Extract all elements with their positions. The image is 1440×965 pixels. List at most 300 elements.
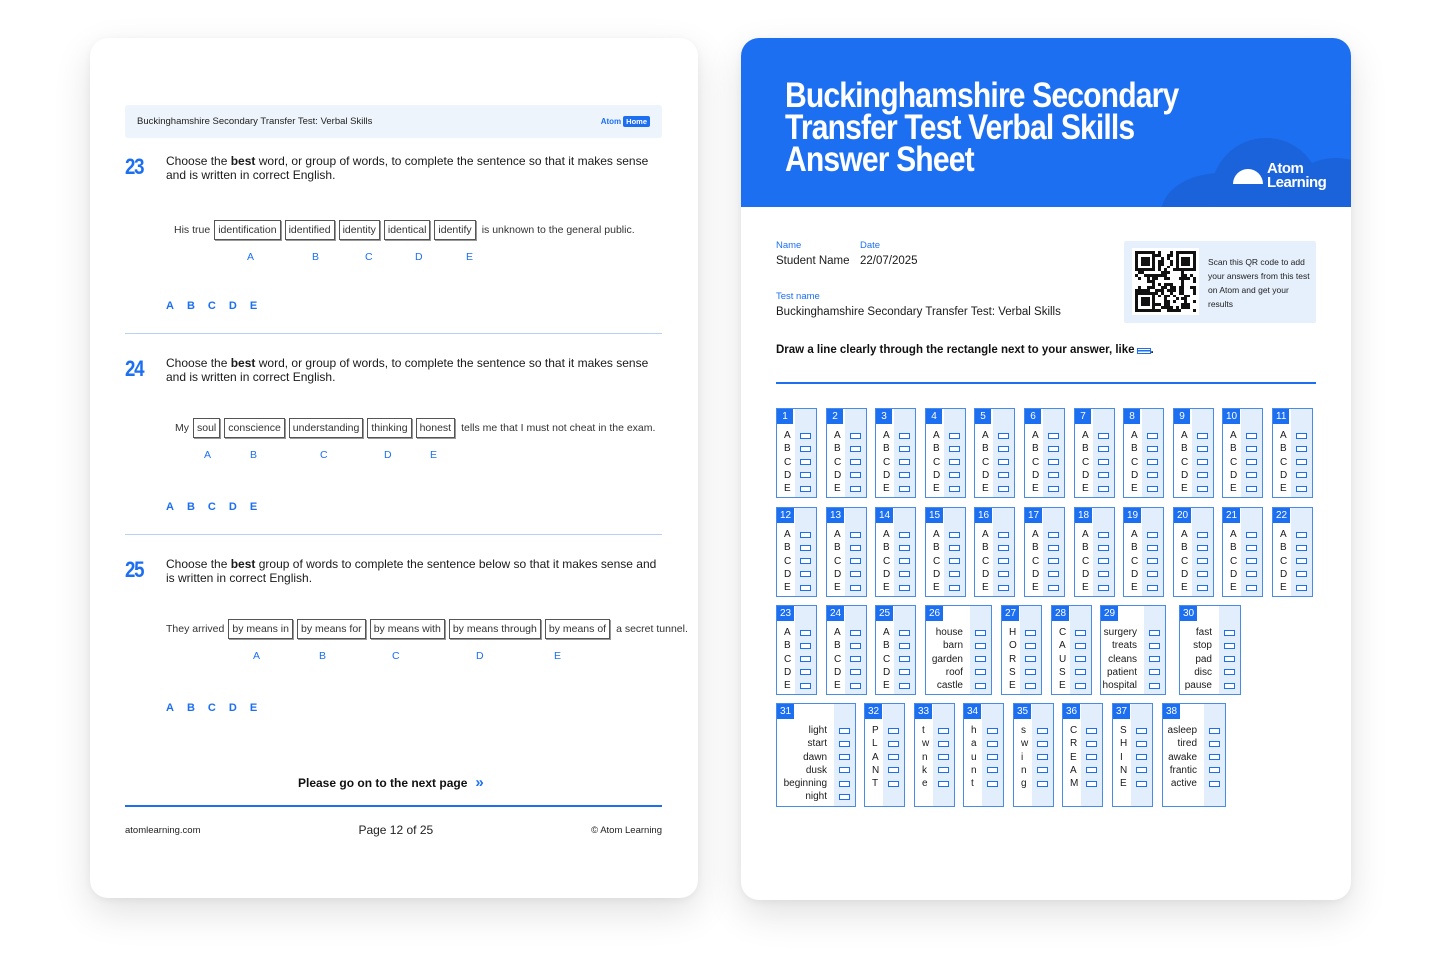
- answer-option-row[interactable]: [1163, 764, 1225, 777]
- answer-option-row[interactable]: [1163, 724, 1225, 737]
- answer-checkbox[interactable]: [949, 433, 960, 439]
- answer-checkbox[interactable]: [850, 630, 861, 636]
- answer-checkbox[interactable]: [1098, 585, 1109, 591]
- answer-checkbox[interactable]: [1246, 446, 1257, 452]
- answer-option-row[interactable]: [1014, 751, 1053, 764]
- answer-checkbox[interactable]: [1209, 767, 1220, 773]
- answer-option-row[interactable]: [777, 737, 855, 750]
- answer-checkbox[interactable]: [1048, 446, 1059, 452]
- answer-option-row[interactable]: [827, 568, 866, 581]
- answer-option-row[interactable]: [777, 724, 855, 737]
- answer-choice-e[interactable]: E: [249, 702, 258, 714]
- answer-option-row[interactable]: [1273, 581, 1312, 594]
- answer-option-row[interactable]: [1273, 429, 1312, 442]
- answer-option-row[interactable]: [876, 679, 915, 692]
- answer-checkbox[interactable]: [1136, 728, 1147, 734]
- answer-checkbox[interactable]: [1075, 656, 1086, 662]
- answer-option-row[interactable]: [865, 764, 904, 777]
- answer-choice-c[interactable]: C: [207, 501, 216, 513]
- answer-checkbox[interactable]: [1209, 741, 1220, 747]
- answer-checkbox[interactable]: [1296, 446, 1307, 452]
- answer-checkbox[interactable]: [1037, 767, 1048, 773]
- answer-checkbox[interactable]: [899, 683, 910, 689]
- answer-checkbox[interactable]: [998, 532, 1009, 538]
- answer-checkbox[interactable]: [1149, 683, 1160, 689]
- answer-checkbox[interactable]: [899, 459, 910, 465]
- answer-checkbox[interactable]: [800, 643, 811, 649]
- answer-checkbox[interactable]: [1098, 571, 1109, 577]
- answer-option-row[interactable]: [1124, 541, 1163, 554]
- answer-option-row[interactable]: [1223, 482, 1262, 495]
- answer-checkbox[interactable]: [1246, 545, 1257, 551]
- qr-code-icon[interactable]: [1132, 248, 1199, 315]
- answer-option-row[interactable]: [1273, 469, 1312, 482]
- answer-option-row[interactable]: [1223, 456, 1262, 469]
- answer-option-row[interactable]: [1273, 541, 1312, 554]
- answer-checkbox[interactable]: [1086, 767, 1097, 773]
- answer-option-row[interactable]: [915, 724, 954, 737]
- answer-checkbox[interactable]: [1048, 571, 1059, 577]
- answer-option-row[interactable]: [777, 653, 816, 666]
- answer-checkbox[interactable]: [949, 532, 960, 538]
- answer-checkbox[interactable]: [899, 545, 910, 551]
- answer-checkbox[interactable]: [1086, 741, 1097, 747]
- answer-checkbox[interactable]: [949, 571, 960, 577]
- answer-option-row[interactable]: [1174, 568, 1213, 581]
- answer-option-row[interactable]: [975, 469, 1014, 482]
- answer-checkbox[interactable]: [987, 754, 998, 760]
- answer-checkbox[interactable]: [1246, 571, 1257, 577]
- answer-checkbox[interactable]: [1224, 656, 1235, 662]
- answer-checkbox[interactable]: [949, 472, 960, 478]
- answer-checkbox[interactable]: [949, 459, 960, 465]
- answer-option-row[interactable]: [1174, 541, 1213, 554]
- answer-option-row[interactable]: [975, 541, 1014, 554]
- answer-checkbox[interactable]: [800, 558, 811, 564]
- answer-checkbox[interactable]: [899, 446, 910, 452]
- answer-checkbox[interactable]: [1147, 532, 1158, 538]
- answer-option-row[interactable]: [926, 653, 991, 666]
- answer-checkbox[interactable]: [850, 486, 861, 492]
- answer-option-row[interactable]: [1174, 528, 1213, 541]
- answer-checkbox[interactable]: [1149, 656, 1160, 662]
- answer-option-row[interactable]: [1223, 568, 1262, 581]
- answer-option-row[interactable]: [777, 456, 816, 469]
- answer-checkbox[interactable]: [1296, 459, 1307, 465]
- answer-option-row[interactable]: [777, 790, 855, 803]
- answer-option-row[interactable]: [827, 666, 866, 679]
- answer-checkbox[interactable]: [1098, 459, 1109, 465]
- answer-checkbox[interactable]: [1075, 683, 1086, 689]
- answer-checkbox[interactable]: [1048, 585, 1059, 591]
- answer-option-row[interactable]: [975, 568, 1014, 581]
- answer-choice-b[interactable]: B: [186, 501, 195, 513]
- answer-checkbox[interactable]: [888, 728, 899, 734]
- answer-option-row[interactable]: [1180, 653, 1240, 666]
- answer-option-row[interactable]: [865, 777, 904, 790]
- answer-checkbox[interactable]: [1136, 754, 1147, 760]
- answer-checkbox[interactable]: [839, 794, 850, 800]
- answer-option-row[interactable]: [975, 555, 1014, 568]
- answer-checkbox[interactable]: [1037, 781, 1048, 787]
- answer-option-row[interactable]: [876, 541, 915, 554]
- answer-option-row[interactable]: [777, 442, 816, 455]
- answer-checkbox[interactable]: [1197, 585, 1208, 591]
- answer-checkbox[interactable]: [1147, 446, 1158, 452]
- answer-option-row[interactable]: [1025, 456, 1064, 469]
- answer-option-row[interactable]: [1174, 482, 1213, 495]
- answer-option-row[interactable]: [915, 777, 954, 790]
- answer-checkbox[interactable]: [1296, 486, 1307, 492]
- answer-checkbox[interactable]: [1147, 558, 1158, 564]
- answer-checkbox[interactable]: [975, 656, 986, 662]
- answer-choice-d[interactable]: D: [228, 702, 237, 714]
- answer-option-row[interactable]: [1002, 666, 1041, 679]
- answer-option-row[interactable]: [865, 724, 904, 737]
- answer-checkbox[interactable]: [800, 459, 811, 465]
- answer-option-row[interactable]: [827, 442, 866, 455]
- answer-checkbox[interactable]: [975, 683, 986, 689]
- answer-option-row[interactable]: [1124, 555, 1163, 568]
- answer-option-row[interactable]: [777, 679, 816, 692]
- answer-option-row[interactable]: [1124, 456, 1163, 469]
- answer-option-row[interactable]: [926, 429, 965, 442]
- answer-choice-b[interactable]: B: [186, 300, 195, 312]
- answer-option-row[interactable]: [827, 555, 866, 568]
- answer-checkbox[interactable]: [1147, 459, 1158, 465]
- answer-option-row[interactable]: [876, 482, 915, 495]
- answer-option-row[interactable]: [1075, 541, 1114, 554]
- answer-option-row[interactable]: [1063, 737, 1102, 750]
- answer-checkbox[interactable]: [800, 433, 811, 439]
- answer-option-row[interactable]: [827, 626, 866, 639]
- answer-option-row[interactable]: [777, 555, 816, 568]
- answer-option-row[interactable]: [827, 679, 866, 692]
- answer-option-row[interactable]: [1273, 482, 1312, 495]
- answer-checkbox[interactable]: [1209, 728, 1220, 734]
- answer-option-row[interactable]: [1273, 528, 1312, 541]
- answer-checkbox[interactable]: [938, 741, 949, 747]
- answer-checkbox[interactable]: [975, 669, 986, 675]
- answer-checkbox[interactable]: [1296, 558, 1307, 564]
- answer-checkbox[interactable]: [839, 767, 850, 773]
- answer-option-row[interactable]: [1174, 581, 1213, 594]
- answer-option-row[interactable]: [1002, 653, 1041, 666]
- answer-option-row[interactable]: [777, 639, 816, 652]
- answer-checkbox[interactable]: [938, 728, 949, 734]
- answer-option-row[interactable]: [1113, 751, 1152, 764]
- answer-option-row[interactable]: [876, 469, 915, 482]
- answer-option-row[interactable]: [1101, 639, 1165, 652]
- answer-choice-d[interactable]: D: [228, 501, 237, 513]
- answer-option-row[interactable]: [926, 528, 965, 541]
- answer-option-row[interactable]: [964, 764, 1003, 777]
- answer-option-row[interactable]: [926, 482, 965, 495]
- answer-checkbox[interactable]: [1048, 486, 1059, 492]
- answer-option-row[interactable]: [827, 639, 866, 652]
- answer-option-row[interactable]: [1063, 751, 1102, 764]
- answer-option-row[interactable]: [926, 541, 965, 554]
- answer-checkbox[interactable]: [899, 472, 910, 478]
- answer-checkbox[interactable]: [1224, 630, 1235, 636]
- answer-option-row[interactable]: [1075, 568, 1114, 581]
- answer-checkbox[interactable]: [1075, 630, 1086, 636]
- answer-option-row[interactable]: [1124, 442, 1163, 455]
- answer-option-row[interactable]: [1113, 777, 1152, 790]
- answer-option-row[interactable]: [1163, 777, 1225, 790]
- answer-option-row[interactable]: [1273, 555, 1312, 568]
- answer-option-row[interactable]: [1025, 482, 1064, 495]
- answer-option-row[interactable]: [926, 666, 991, 679]
- answer-option-row[interactable]: [1101, 626, 1165, 639]
- answer-checkbox[interactable]: [1048, 558, 1059, 564]
- answer-option-row[interactable]: [1174, 555, 1213, 568]
- answer-checkbox[interactable]: [888, 754, 899, 760]
- answer-checkbox[interactable]: [800, 585, 811, 591]
- answer-option-row[interactable]: [1163, 751, 1225, 764]
- answer-option-row[interactable]: [1063, 764, 1102, 777]
- answer-checkbox[interactable]: [1037, 741, 1048, 747]
- answer-option-row[interactable]: [1025, 541, 1064, 554]
- answer-option-row[interactable]: [1052, 666, 1091, 679]
- answer-option-row[interactable]: [1273, 456, 1312, 469]
- answer-checkbox[interactable]: [1246, 558, 1257, 564]
- answer-option-row[interactable]: [975, 442, 1014, 455]
- answer-checkbox[interactable]: [1147, 486, 1158, 492]
- answer-checkbox[interactable]: [850, 656, 861, 662]
- answer-option-row[interactable]: [1052, 626, 1091, 639]
- answer-checkbox[interactable]: [987, 767, 998, 773]
- answer-checkbox[interactable]: [1246, 433, 1257, 439]
- answer-option-row[interactable]: [1002, 626, 1041, 639]
- answer-checkbox[interactable]: [800, 472, 811, 478]
- answer-checkbox[interactable]: [850, 571, 861, 577]
- answer-option-row[interactable]: [926, 679, 991, 692]
- answer-option-row[interactable]: [876, 429, 915, 442]
- answer-checkbox[interactable]: [1136, 781, 1147, 787]
- answer-checkbox[interactable]: [998, 446, 1009, 452]
- answer-option-row[interactable]: [1180, 679, 1240, 692]
- answer-checkbox[interactable]: [1296, 532, 1307, 538]
- answer-option-row[interactable]: [1052, 679, 1091, 692]
- answer-option-row[interactable]: [975, 528, 1014, 541]
- answer-option-row[interactable]: [827, 469, 866, 482]
- answer-choice-b[interactable]: B: [186, 702, 195, 714]
- answer-option-row[interactable]: [1223, 442, 1262, 455]
- answer-option-row[interactable]: [1075, 528, 1114, 541]
- answer-checkbox[interactable]: [1147, 545, 1158, 551]
- answer-checkbox[interactable]: [1197, 446, 1208, 452]
- answer-option-row[interactable]: [1075, 442, 1114, 455]
- answer-option-row[interactable]: [1025, 555, 1064, 568]
- answer-choice-e[interactable]: E: [249, 300, 258, 312]
- answer-choice-a[interactable]: A: [166, 702, 174, 714]
- answer-option-row[interactable]: [1014, 737, 1053, 750]
- answer-checkbox[interactable]: [839, 728, 850, 734]
- answer-option-row[interactable]: [777, 626, 816, 639]
- answer-choice-e[interactable]: E: [249, 501, 258, 513]
- answer-option-row[interactable]: [1180, 626, 1240, 639]
- answer-option-row[interactable]: [1223, 581, 1262, 594]
- answer-option-row[interactable]: [1163, 737, 1225, 750]
- answer-checkbox[interactable]: [800, 683, 811, 689]
- answer-option-row[interactable]: [876, 666, 915, 679]
- answer-option-row[interactable]: [865, 737, 904, 750]
- answer-option-row[interactable]: [915, 764, 954, 777]
- answer-option-row[interactable]: [827, 581, 866, 594]
- answer-checkbox[interactable]: [800, 486, 811, 492]
- answer-checkbox[interactable]: [800, 545, 811, 551]
- answer-checkbox[interactable]: [1197, 545, 1208, 551]
- answer-option-row[interactable]: [1223, 429, 1262, 442]
- answer-checkbox[interactable]: [850, 433, 861, 439]
- answer-option-row[interactable]: [1113, 764, 1152, 777]
- answer-checkbox[interactable]: [1296, 472, 1307, 478]
- answer-option-row[interactable]: [1113, 724, 1152, 737]
- answer-option-row[interactable]: [865, 751, 904, 764]
- answer-option-row[interactable]: [1075, 555, 1114, 568]
- answer-option-row[interactable]: [926, 456, 965, 469]
- answer-checkbox[interactable]: [1098, 545, 1109, 551]
- answer-option-row[interactable]: [926, 469, 965, 482]
- answer-checkbox[interactable]: [800, 571, 811, 577]
- answer-checkbox[interactable]: [1197, 558, 1208, 564]
- answer-option-row[interactable]: [1113, 737, 1152, 750]
- answer-checkbox[interactable]: [1025, 669, 1036, 675]
- answer-checkbox[interactable]: [1098, 532, 1109, 538]
- answer-checkbox[interactable]: [850, 643, 861, 649]
- answer-checkbox[interactable]: [899, 532, 910, 538]
- answer-checkbox[interactable]: [1048, 545, 1059, 551]
- answer-option-row[interactable]: [964, 737, 1003, 750]
- answer-checkbox[interactable]: [1209, 781, 1220, 787]
- answer-checkbox[interactable]: [850, 558, 861, 564]
- answer-choice-c[interactable]: C: [207, 702, 216, 714]
- answer-option-row[interactable]: [964, 777, 1003, 790]
- answer-checkbox[interactable]: [1197, 433, 1208, 439]
- answer-option-row[interactable]: [1223, 528, 1262, 541]
- answer-option-row[interactable]: [1174, 456, 1213, 469]
- answer-checkbox[interactable]: [1149, 630, 1160, 636]
- answer-checkbox[interactable]: [998, 558, 1009, 564]
- answer-checkbox[interactable]: [998, 545, 1009, 551]
- answer-option-row[interactable]: [777, 482, 816, 495]
- answer-option-row[interactable]: [926, 581, 965, 594]
- answer-option-row[interactable]: [876, 555, 915, 568]
- answer-option-row[interactable]: [1273, 568, 1312, 581]
- answer-option-row[interactable]: [975, 429, 1014, 442]
- answer-checkbox[interactable]: [1197, 486, 1208, 492]
- answer-checkbox[interactable]: [1037, 728, 1048, 734]
- answer-checkbox[interactable]: [1197, 571, 1208, 577]
- answer-option-row[interactable]: [876, 581, 915, 594]
- answer-checkbox[interactable]: [998, 571, 1009, 577]
- answer-checkbox[interactable]: [949, 446, 960, 452]
- answer-checkbox[interactable]: [899, 486, 910, 492]
- answer-checkbox[interactable]: [1075, 669, 1086, 675]
- answer-checkbox[interactable]: [1025, 630, 1036, 636]
- answer-checkbox[interactable]: [850, 683, 861, 689]
- answer-option-row[interactable]: [1002, 679, 1041, 692]
- answer-checkbox[interactable]: [1149, 669, 1160, 675]
- answer-option-row[interactable]: [827, 541, 866, 554]
- answer-option-row[interactable]: [876, 626, 915, 639]
- answer-option-row[interactable]: [1174, 442, 1213, 455]
- answer-checkbox[interactable]: [1224, 669, 1235, 675]
- answer-checkbox[interactable]: [998, 472, 1009, 478]
- answer-option-row[interactable]: [876, 639, 915, 652]
- answer-option-row[interactable]: [1063, 724, 1102, 737]
- answer-checkbox[interactable]: [800, 446, 811, 452]
- answer-checkbox[interactable]: [800, 532, 811, 538]
- answer-option-row[interactable]: [975, 482, 1014, 495]
- answer-checkbox[interactable]: [1086, 781, 1097, 787]
- answer-checkbox[interactable]: [1147, 433, 1158, 439]
- answer-option-row[interactable]: [926, 442, 965, 455]
- answer-option-row[interactable]: [1124, 528, 1163, 541]
- answer-checkbox[interactable]: [850, 669, 861, 675]
- answer-checkbox[interactable]: [1098, 558, 1109, 564]
- answer-checkbox[interactable]: [1197, 532, 1208, 538]
- answer-checkbox[interactable]: [987, 741, 998, 747]
- answer-checkbox[interactable]: [1246, 486, 1257, 492]
- answer-checkbox[interactable]: [938, 754, 949, 760]
- answer-checkbox[interactable]: [800, 630, 811, 636]
- answer-option-row[interactable]: [964, 724, 1003, 737]
- answer-option-row[interactable]: [1124, 568, 1163, 581]
- answer-option-row[interactable]: [1014, 724, 1053, 737]
- answer-option-row[interactable]: [1014, 777, 1053, 790]
- answer-option-row[interactable]: [1075, 429, 1114, 442]
- answer-option-row[interactable]: [876, 442, 915, 455]
- answer-checkbox[interactable]: [1246, 472, 1257, 478]
- answer-option-row[interactable]: [1025, 568, 1064, 581]
- answer-option-row[interactable]: [1174, 469, 1213, 482]
- answer-checkbox[interactable]: [850, 532, 861, 538]
- answer-option-row[interactable]: [827, 456, 866, 469]
- answer-checkbox[interactable]: [1098, 433, 1109, 439]
- answer-checkbox[interactable]: [899, 585, 910, 591]
- answer-checkbox[interactable]: [1048, 532, 1059, 538]
- answer-checkbox[interactable]: [1149, 643, 1160, 649]
- answer-option-row[interactable]: [876, 568, 915, 581]
- answer-checkbox[interactable]: [1209, 754, 1220, 760]
- answer-choice-c[interactable]: C: [207, 300, 216, 312]
- answer-option-row[interactable]: [876, 528, 915, 541]
- answer-option-row[interactable]: [1124, 469, 1163, 482]
- answer-checkbox[interactable]: [1197, 472, 1208, 478]
- answer-checkbox[interactable]: [899, 558, 910, 564]
- answer-checkbox[interactable]: [800, 656, 811, 662]
- answer-checkbox[interactable]: [1136, 767, 1147, 773]
- answer-checkbox[interactable]: [1025, 643, 1036, 649]
- answer-checkbox[interactable]: [1246, 459, 1257, 465]
- answer-checkbox[interactable]: [949, 558, 960, 564]
- answer-option-row[interactable]: [1063, 777, 1102, 790]
- answer-option-row[interactable]: [827, 653, 866, 666]
- answer-option-row[interactable]: [926, 568, 965, 581]
- answer-checkbox[interactable]: [899, 643, 910, 649]
- answer-checkbox[interactable]: [888, 767, 899, 773]
- answer-checkbox[interactable]: [1098, 486, 1109, 492]
- answer-checkbox[interactable]: [888, 781, 899, 787]
- answer-checkbox[interactable]: [1224, 643, 1235, 649]
- answer-option-row[interactable]: [1180, 666, 1240, 679]
- answer-option-row[interactable]: [777, 777, 855, 790]
- answer-checkbox[interactable]: [949, 585, 960, 591]
- answer-checkbox[interactable]: [1246, 585, 1257, 591]
- answer-option-row[interactable]: [926, 639, 991, 652]
